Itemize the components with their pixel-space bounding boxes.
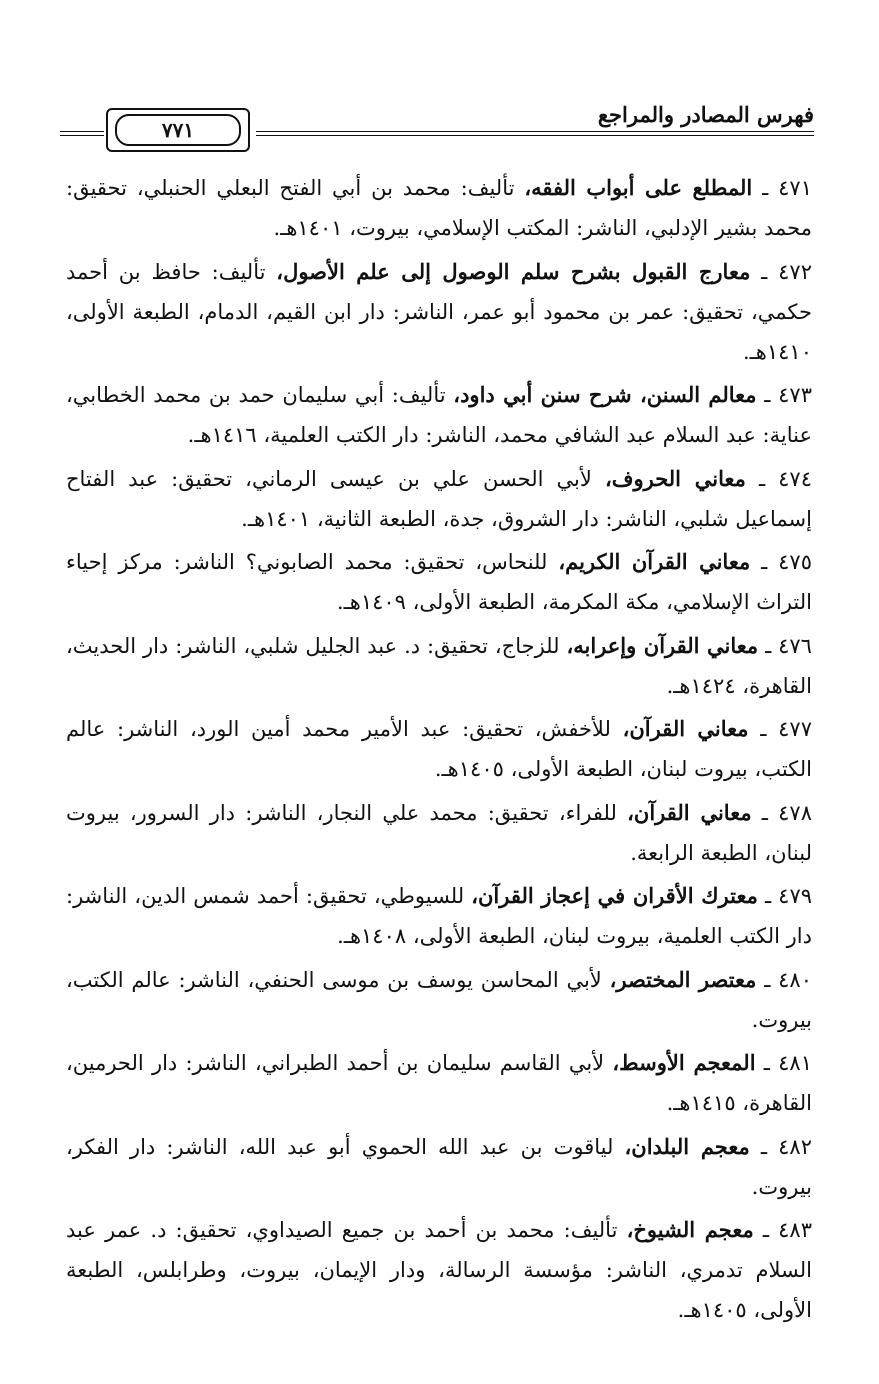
entry-number: ٤٨٠ ـ [764,967,812,992]
bibliography-entry [66,1043,812,1123]
running-title: فهرس المصادر والمراجع [597,102,814,127]
entry-title: معجم البلدان، [624,1133,750,1159]
entry-details: لأبي القاسم سليمان بن أحمد الطبراني، الناشر: دار الحرمين، القاهرة، ١٤١٥هـ. [66,1051,812,1115]
entry-details: للأخفش، تحقيق: عبد الأمير محمد أمين الورد، الناشر: عالم الكتب، بيروت لبنان، الطبعة الأولى، ١٤٠٥هـ. [66,717,812,781]
entry-title: معجم الشيوخ، [626,1217,754,1242]
entry-details: للفراء، تحقيق: محمد علي النجار، الناشر: دار السرور، بيروت لبنان، الطبعة الرابعة. [66,800,812,865]
bibliography-entry [66,1127,812,1207]
bibliography-entry [66,960,812,1040]
entry-number: ٤٧٨ ـ [761,800,812,825]
bibliography-entry [66,709,812,789]
entry-details: تأليف: حافظ بن أحمد حكمي، تحقيق: عمر بن محمود أبو عمر، الناشر: دار ابن القيم، الدمام، الطبعة الأولى، ١٤١٠هـ. [66,259,812,364]
entry-title: معاني الحروف، [604,465,746,491]
entry-details: للزجاج، تحقيق: د. عبد الجليل شلبي، الناشر: دار الحديث، القاهرة، ١٤٢٤هـ. [66,633,812,698]
entry-title: معاني القرآن، [627,799,752,825]
entry-number: ٤٨٣ ـ [762,1218,812,1242]
entry-details: لأبي المحاسن يوسف بن موسى الحنفي، الناشر: عالم الكتب، بيروت. [66,967,812,1032]
entry-number: ٤٨١ ـ [763,1051,812,1075]
entry-number: ٤٧٤ ـ [758,466,812,491]
bibliography-list [66,168,812,1334]
entry-number: ٤٧٥ ـ [761,550,812,574]
entry-title: المطلع على أبواب الفقه، [524,175,753,200]
bibliography-entry [66,375,812,455]
page-number-frame [106,108,250,152]
entry-number: ٤٧٧ ـ [760,717,812,741]
entry-number: ٤٨٢ ـ [760,1134,812,1159]
entry-details: تأليف: محمد بن أحمد بن جميع الصيداوي، تحقيق: د. عمر عبد السلام تدمري، الناشر: مؤسسة الرسالة، ودار الإيمان، بيروت، وطرابلس، الطبعة الأولى، ١٤٠٥هـ. [66,1218,812,1322]
entry-details: تأليف: محمد بن أبي الفتح البعلي الحنبلي، تحقيق: محمد بشير الإدلبي، الناشر: المكتب الإسلامي، بيروت، ١٤٠١هـ. [66,176,812,240]
entry-details: تأليف: أبي سليمان حمد بن محمد الخطابي، عناية: عبد السلام عبد الشافي محمد، الناشر: دار الكتب العلمية، ١٤١٦هـ. [66,383,812,447]
bibliography-entry [66,626,812,706]
entry-title: معترك الأقران في إعجاز القرآن، [471,883,758,908]
entry-number: ٤٧٢ ـ [761,259,812,284]
bibliography-entry [66,542,812,622]
entry-details: للنحاس، تحقيق: محمد الصابوني؟ الناشر: مركز إحياء التراث الإسلامي، مكة المكرمة، الطبعة الأولى، ١٤٠٩هـ. [66,550,812,614]
entry-title: المعجم الأوسط، [612,1050,756,1075]
entry-details: لياقوت بن عبد الله الحموي أبو عبد الله، الناشر: دار الفكر، بيروت. [66,1134,812,1199]
entry-title: معالم السنن، شرح سنن أبي داود، [453,382,757,407]
page-number: ٧٧١ [115,114,241,146]
bibliography-entry [66,168,812,248]
entry-details: للسيوطي، تحقيق: أحمد شمس الدين، الناشر: دار الكتب العلمية، بيروت لبنان، الطبعة الأولى، ١٤٠٨هـ. [66,884,812,948]
entry-number: ٤٧٩ ـ [764,884,813,908]
entry-number: ٤٧٦ ـ [765,633,812,658]
entry-number: ٤٧٣ ـ [764,383,812,407]
entry-title: معارج القبول بشرح سلم الوصول إلى علم الأصول، [276,258,751,284]
bibliography-entry [66,793,812,873]
entry-number: ٤٧١ ـ [762,176,812,200]
header-rule-right [256,131,814,136]
bibliography-entry [66,459,812,539]
entry-title: معاني القرآن الكريم، [558,549,751,574]
bibliography-entry [66,876,812,956]
entry-title: معاني القرآن وإعرابه، [566,632,759,658]
bibliography-entry [66,1210,812,1330]
bibliography-entry [66,252,812,372]
entry-title: معاني القرآن، [622,716,749,741]
entry-title: معتصر المختصر، [609,966,757,992]
page-header [60,96,814,156]
header-rule-left [60,131,104,136]
entry-details: لأبي الحسن علي بن عيسى الرماني، تحقيق: عبد الفتاح إسماعيل شلبي، الناشر: دار الشروق، جدة، الطبعة الثانية، ١٤٠١هـ. [66,466,812,531]
